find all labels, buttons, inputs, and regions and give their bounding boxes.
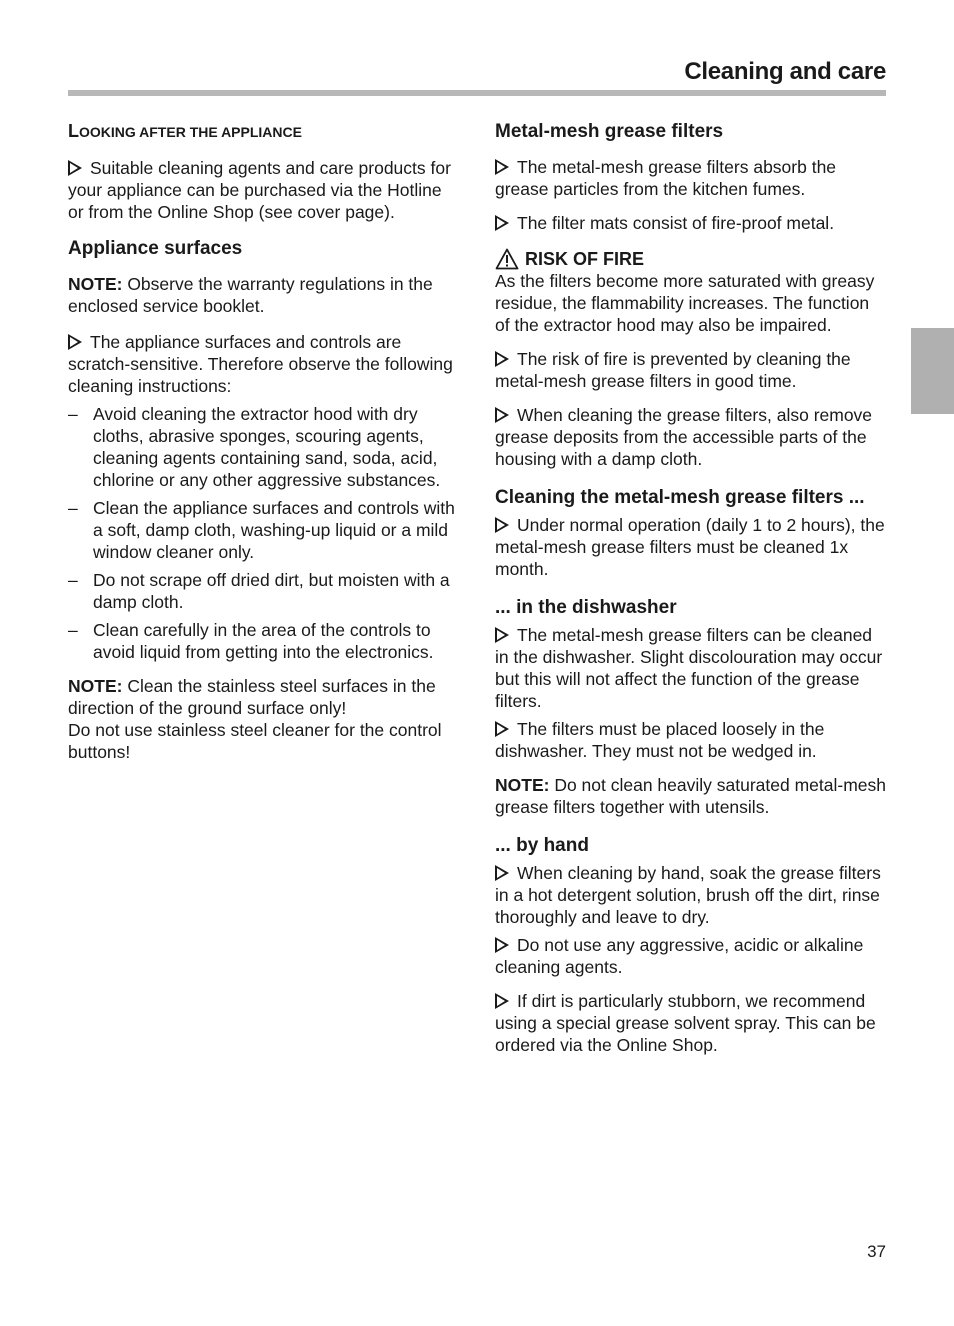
filters-bullet-2: The filter mats consist of fire-proof metal. [495,212,887,234]
cleaning-instructions-list [68,403,460,663]
left-column [68,120,460,775]
dishwasher-bullet-1: The metal-mesh grease filters can be cleaned in the dishwasher. Slight discolouration may occur but this will not affect the function of the grease filters. [495,625,883,711]
by-hand-heading: ... by hand [495,835,589,856]
section-tab [911,328,954,414]
hand-bullet-3: If dirt is particularly stubborn, we recommend using a special grease solvent spray. This can be ordered via the Online Shop. [495,991,876,1055]
hand-bullet-1: When cleaning by hand, soak the grease filters in a hot detergent solution, brush off the dirt, rinse thoroughly and leave to dry. [495,863,881,927]
cleaning-filters-heading: Cleaning the metal-mesh grease filters ... [495,487,865,508]
page-title: Cleaning and care [684,58,886,85]
section-heading-looking-after: LOOKING AFTER THE APPLIANCE [68,121,302,141]
risk-of-fire-heading: RISK OF FIRE [495,248,887,270]
right-column [495,120,887,1068]
risk-of-fire-text: As the filters become more saturated with greasy residue, the flammability increases. The function of the extractor hood may also be impaired. [495,271,875,335]
warning-icon [495,248,519,270]
triangle-bullet-icon [495,215,509,231]
dishwasher-bullet-2: The filters must be placed loosely in the dishwasher. They must not be wedged in. [495,719,825,761]
triangle-bullet-icon [495,517,509,533]
hand-bullet-2: Do not use any aggressive, acidic or alkaline cleaning agents. [495,935,864,977]
list-item: – Avoid cleaning the extractor hood with dry cloths, abrasive sponges, scouring agents, cleaning agents containing sand, soda, acid, chlorine or any other aggressive substances. [68,404,441,490]
triangle-bullet-icon [495,159,509,175]
appliance-surfaces-heading: Appliance surfaces [68,238,243,259]
note-warranty: NOTE: Observe the warranty regulations in the enclosed service booklet. [68,274,433,316]
triangle-bullet-icon [68,160,82,176]
cleaning-bullet-1: Under normal operation (daily 1 to 2 hours), the metal-mesh grease filters must be cleaned 1x month. [495,515,885,579]
list-item: – Do not scrape off dried dirt, but moisten with a damp cloth. [68,570,450,612]
triangle-bullet-icon [495,407,509,423]
intro-bullet: Suitable cleaning agents and care products for your appliance can be purchased via the Hotline or from the Online Shop (see cover page). [68,158,451,222]
surfaces-bullet: The appliance surfaces and controls are scratch-sensitive. Therefore observe the following cleaning instructions: [68,332,453,396]
filters-bullet-1: The metal-mesh grease filters absorb the grease particles from the kitchen fumes. [495,157,837,199]
page-number: 37 [867,1242,886,1261]
triangle-bullet-icon [495,627,509,643]
header-rule [68,90,886,96]
triangle-bullet-icon [495,721,509,737]
dishwasher-heading: ... in the dishwasher [495,597,677,618]
triangle-bullet-icon [495,351,509,367]
metal-mesh-filters-heading: Metal-mesh grease filters [495,121,724,142]
note-utensils: NOTE: Do not clean heavily saturated metal-mesh grease filters together with utensils. [495,775,887,817]
risk-bullet-1: The risk of fire is prevented by cleaning the metal-mesh grease filters in good time. [495,349,851,391]
triangle-bullet-icon [495,937,509,953]
risk-bullet-2: When cleaning the grease filters, also remove grease deposits from the accessible parts of the housing with a damp cloth. [495,405,873,469]
list-item: – Clean the appliance surfaces and controls with a soft, damp cloth, washing-up liquid or a mild window cleaner only. [68,498,455,562]
triangle-bullet-icon [495,993,509,1009]
triangle-bullet-icon [495,865,509,881]
list-item: – Clean carefully in the area of the controls to avoid liquid from getting into the electronics. [68,620,434,662]
triangle-bullet-icon [68,334,82,350]
note-stainless-steel: NOTE: Clean the stainless steel surfaces in the direction of the ground surface only! Do not use stainless steel cleaner for the control buttons! [68,676,442,762]
